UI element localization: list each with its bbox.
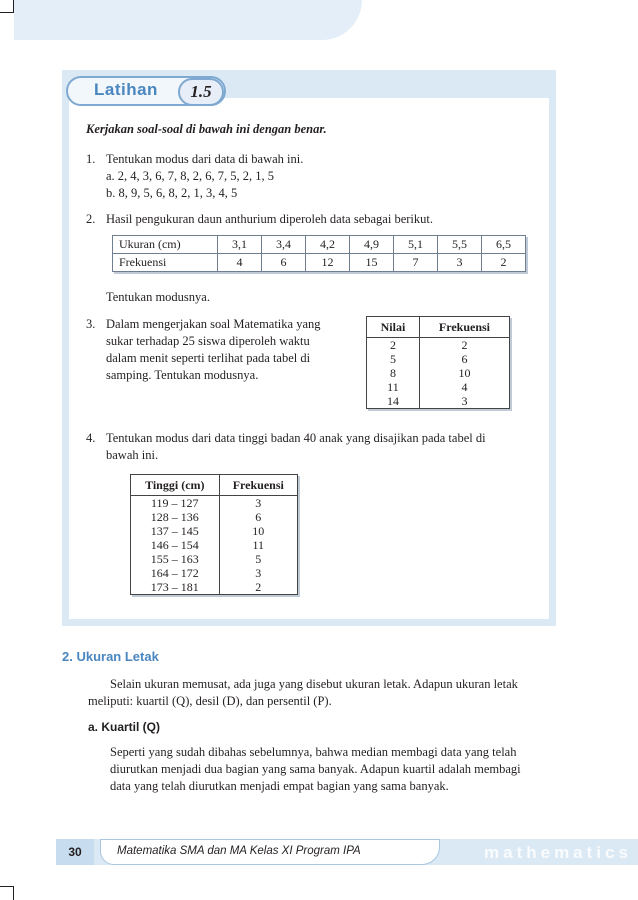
table-cell: 10 bbox=[219, 524, 297, 538]
crop-mark bbox=[13, 0, 14, 13]
table-cell: 3 bbox=[438, 254, 482, 272]
table-row bbox=[367, 366, 510, 380]
section-paragraph-line: meliputi: kuartil (Q), desil (D), dan persentil (P). bbox=[88, 694, 332, 708]
table-cell: 3,4 bbox=[262, 236, 306, 254]
top-decorative-band bbox=[14, 0, 362, 40]
q3-line: Dalam mengerjakan soal Matematika yang bbox=[106, 317, 321, 331]
table-row bbox=[131, 524, 298, 538]
exercise-instruction: Kerjakan soal-soal di bawah ini dengan benar. bbox=[86, 122, 327, 136]
table-cell: 7 bbox=[394, 254, 438, 272]
table-row bbox=[113, 236, 526, 254]
table-cell: 14 bbox=[386, 394, 399, 408]
q3-line: dalam menit seperti terlihat pada tabel di bbox=[106, 351, 311, 365]
subsection-line: diurutkan menjadi dua bagian yang sama banyak. Adapun kuartil adalah membagi bbox=[110, 762, 521, 776]
q4-table bbox=[130, 474, 298, 595]
table-cell: 137 – 145 bbox=[150, 524, 199, 538]
q1-option-a: a. 2, 4, 3, 6, 7, 8, 2, 6, 7, 5, 2, 1, 5 bbox=[106, 169, 275, 183]
table-cell: 15 bbox=[350, 254, 394, 272]
table-row bbox=[367, 394, 510, 409]
table-cell: 8 bbox=[389, 366, 396, 380]
q2-number: 2. bbox=[86, 212, 96, 226]
table-header: Tinggi (cm) bbox=[131, 475, 220, 496]
q2-text: Hasil pengukuran daun anthurium diperoleh data sebagai berikut. bbox=[106, 212, 433, 226]
table-cell: 164 – 172 bbox=[150, 566, 199, 580]
table-cell: 2 bbox=[482, 254, 526, 272]
table-cell: 6 bbox=[219, 510, 297, 524]
exercise-number: 1.5 bbox=[178, 78, 224, 106]
q1-number: 1. bbox=[86, 152, 96, 166]
table-cell: 3 bbox=[419, 394, 509, 409]
page-number: 30 bbox=[56, 839, 94, 865]
table-cell: 173 – 181 bbox=[150, 580, 199, 594]
table-row bbox=[367, 380, 510, 394]
subsection-title: a. Kuartil (Q) bbox=[88, 720, 161, 734]
table-cell: 128 – 136 bbox=[150, 510, 199, 524]
q1-text: Tentukan modus dari data di bawah ini. bbox=[106, 152, 304, 166]
table-row bbox=[131, 566, 298, 580]
table-row bbox=[367, 352, 510, 366]
crop-mark bbox=[0, 886, 14, 887]
subsection-line: Seperti yang sudah dibahas sebelumnya, bahwa median membagi data yang telah bbox=[110, 745, 517, 759]
table-cell: 6 bbox=[419, 352, 509, 366]
table-cell: 3,1 bbox=[218, 236, 262, 254]
table-cell: 4 bbox=[419, 380, 509, 394]
table-cell: 146 – 154 bbox=[150, 538, 199, 552]
table-cell: 11 bbox=[219, 538, 297, 552]
crop-mark bbox=[0, 12, 14, 13]
table-row bbox=[113, 254, 526, 272]
q3-number: 3. bbox=[86, 317, 96, 331]
table-header-row bbox=[367, 317, 510, 338]
q3-table bbox=[366, 316, 510, 409]
q4-line: bawah ini. bbox=[106, 448, 159, 462]
table-cell: 11 bbox=[387, 380, 399, 394]
table-cell: 5 bbox=[219, 552, 297, 566]
table-cell: 4 bbox=[218, 254, 262, 272]
table-cell: 119 – 127 bbox=[151, 496, 199, 510]
table-header: Nilai bbox=[367, 317, 420, 338]
section-paragraph-line: Selain ukuran memusat, ada juga yang disebut ukuran letak. Adapun ukuran letak bbox=[110, 677, 518, 691]
table-row bbox=[131, 580, 298, 595]
q3-line: samping. Tentukan modusnya. bbox=[106, 368, 259, 382]
q2-table bbox=[112, 235, 526, 272]
table-header-row bbox=[131, 475, 298, 496]
table-cell: 12 bbox=[306, 254, 350, 272]
table-row bbox=[131, 552, 298, 566]
table-header: Frekuensi bbox=[219, 475, 297, 496]
table-row-label: Ukuran (cm) bbox=[113, 236, 218, 254]
q2-followup: Tentukan modusnya. bbox=[106, 290, 210, 304]
table-cell: 5,1 bbox=[394, 236, 438, 254]
subsection-line: data yang telah diurutkan menjadi empat bagian yang sama banyak. bbox=[110, 779, 449, 793]
q4-number: 4. bbox=[86, 431, 96, 445]
footer-watermark: mathematics bbox=[484, 843, 632, 862]
table-row bbox=[131, 510, 298, 524]
q3-line: sukar terhadap 25 siswa diperoleh waktu bbox=[106, 334, 310, 348]
exercise-label: Latihan bbox=[94, 80, 158, 99]
table-cell: 5 bbox=[389, 352, 396, 366]
book-title: Matematika SMA dan MA Kelas XI Program IPA bbox=[117, 845, 361, 857]
table-header: Frekuensi bbox=[419, 317, 509, 338]
table-row-label: Frekuensi bbox=[113, 254, 218, 272]
table-cell: 4,9 bbox=[350, 236, 394, 254]
crop-mark bbox=[13, 886, 14, 900]
table-row bbox=[131, 538, 298, 552]
table-cell: 6,5 bbox=[482, 236, 526, 254]
table-row bbox=[131, 496, 298, 511]
q4-line: Tentukan modus dari data tinggi badan 40 anak yang disajikan pada tabel di bbox=[106, 431, 486, 445]
table-cell: 3 bbox=[219, 566, 297, 580]
table-cell: 3 bbox=[219, 496, 297, 511]
table-cell: 4,2 bbox=[306, 236, 350, 254]
table-row bbox=[367, 338, 510, 353]
table-cell: 2 bbox=[419, 338, 509, 353]
table-cell: 155 – 163 bbox=[150, 552, 199, 566]
q1-option-b: b. 8, 9, 5, 6, 8, 2, 1, 3, 4, 5 bbox=[106, 186, 238, 200]
section-title: 2. Ukuran Letak bbox=[62, 649, 159, 664]
table-cell: 10 bbox=[419, 366, 509, 380]
table-cell: 6 bbox=[262, 254, 306, 272]
table-cell: 2 bbox=[389, 338, 396, 352]
table-cell: 2 bbox=[219, 580, 297, 595]
table-cell: 5,5 bbox=[438, 236, 482, 254]
